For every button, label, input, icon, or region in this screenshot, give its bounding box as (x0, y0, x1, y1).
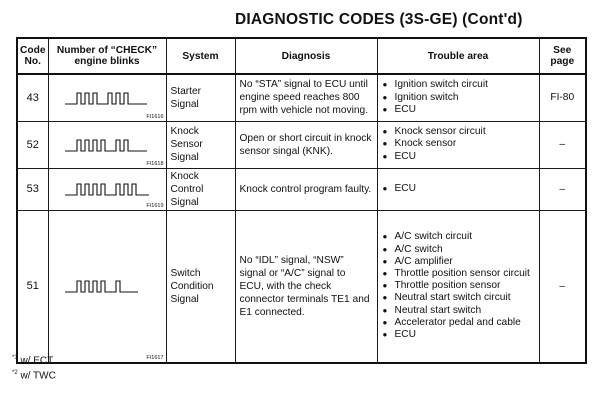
table-row (17, 74, 586, 121)
see-page: – (539, 168, 586, 210)
blink-pattern-diagram (65, 139, 155, 152)
trouble-area (377, 210, 539, 363)
blink-pattern (48, 168, 166, 210)
system-name: Starter Signal (166, 74, 235, 121)
trouble-area (377, 168, 539, 210)
figure-label: FI1619 (146, 202, 164, 209)
diagnosis-text: No “IDL” signal, “NSW” signal or “A/C” signal to ECU, with the check connector terminals TE1 and E1 connected. (235, 210, 377, 363)
footnote-text: w/ ECT (20, 355, 54, 367)
diagnostic-codes-table (16, 37, 587, 367)
table-row (17, 210, 586, 363)
code-number: 53 (17, 168, 48, 210)
list-item: ● Accelerator pedal and cable (382, 317, 535, 329)
page-title: DIAGNOSTIC CODES (3S-GE) (Cont'd) (235, 11, 523, 28)
system-name: Knock Control Signal (166, 168, 235, 210)
list-item: ● Neutral start switch circuit (382, 292, 535, 304)
header-system: System (166, 38, 235, 74)
list-item: ● Knock sensor (382, 138, 535, 150)
diagnosis-text: Knock control program faulty. (235, 168, 377, 210)
footnotes (12, 352, 56, 383)
trouble-area (377, 74, 539, 121)
table-row (17, 168, 586, 210)
header-trouble-area: Trouble area (377, 38, 539, 74)
footnote-mark: *1 (12, 355, 18, 361)
figure-label: FI1618 (146, 160, 164, 167)
see-page: FI-80 (539, 74, 586, 121)
code-number: 51 (17, 210, 48, 363)
header-code: Code No. (17, 38, 48, 74)
diagnosis-text: No “STA” signal to ECU until engine speed reaches 800 rpm with vehicle not moving. (235, 74, 377, 121)
footnote (12, 367, 56, 382)
list-item: ● Ignition switch (382, 92, 535, 104)
code-number: 43 (17, 74, 48, 121)
header-diagnosis: Diagnosis (235, 38, 377, 74)
header-blinks: Number of “CHECK” engine blinks (48, 38, 166, 74)
blink-pattern-diagram (65, 183, 155, 196)
footnote-mark: *2 (12, 370, 18, 377)
blink-pattern-diagram (65, 280, 155, 293)
table-row (17, 121, 586, 168)
list-item: ● ECU (382, 329, 535, 341)
list-item: ● Throttle position sensor circuit (382, 268, 535, 280)
blink-pattern (48, 210, 166, 363)
diagnosis-text: Open or short circuit in knock sensor singal (KNK). (235, 121, 377, 168)
list-item: ● A/C switch circuit (382, 231, 535, 243)
blink-pattern (48, 74, 166, 121)
trouble-area (377, 121, 539, 168)
blink-pattern-diagram (65, 92, 155, 105)
header-see-page: See page (539, 38, 586, 74)
list-item: ● Throttle position sensor (382, 280, 535, 292)
list-item: ● ECU (382, 151, 535, 163)
table-header-row (17, 38, 586, 74)
code-number: 52 (17, 121, 48, 168)
footnote-text: w/ TWC (20, 370, 56, 382)
figure-label: FI1617 (146, 355, 164, 361)
list-item: ● A/C switch (382, 244, 535, 256)
list-item: ● ECU (382, 104, 535, 116)
figure-label: FI1616 (146, 113, 164, 120)
see-page: – (539, 121, 586, 168)
blink-pattern (48, 121, 166, 168)
system-name: Switch Condition Signal (166, 210, 235, 363)
list-item: ● ECU (382, 183, 535, 195)
list-item: ● A/C amplifier (382, 256, 535, 268)
list-item: ● Neutral start switch (382, 305, 535, 317)
system-name: Knock Sensor Signal (166, 121, 235, 168)
footnote (12, 352, 56, 367)
list-item: ● Ignition switch circuit (382, 79, 535, 91)
see-page: – (539, 210, 586, 363)
list-item: ● Knock sensor circuit (382, 126, 535, 138)
